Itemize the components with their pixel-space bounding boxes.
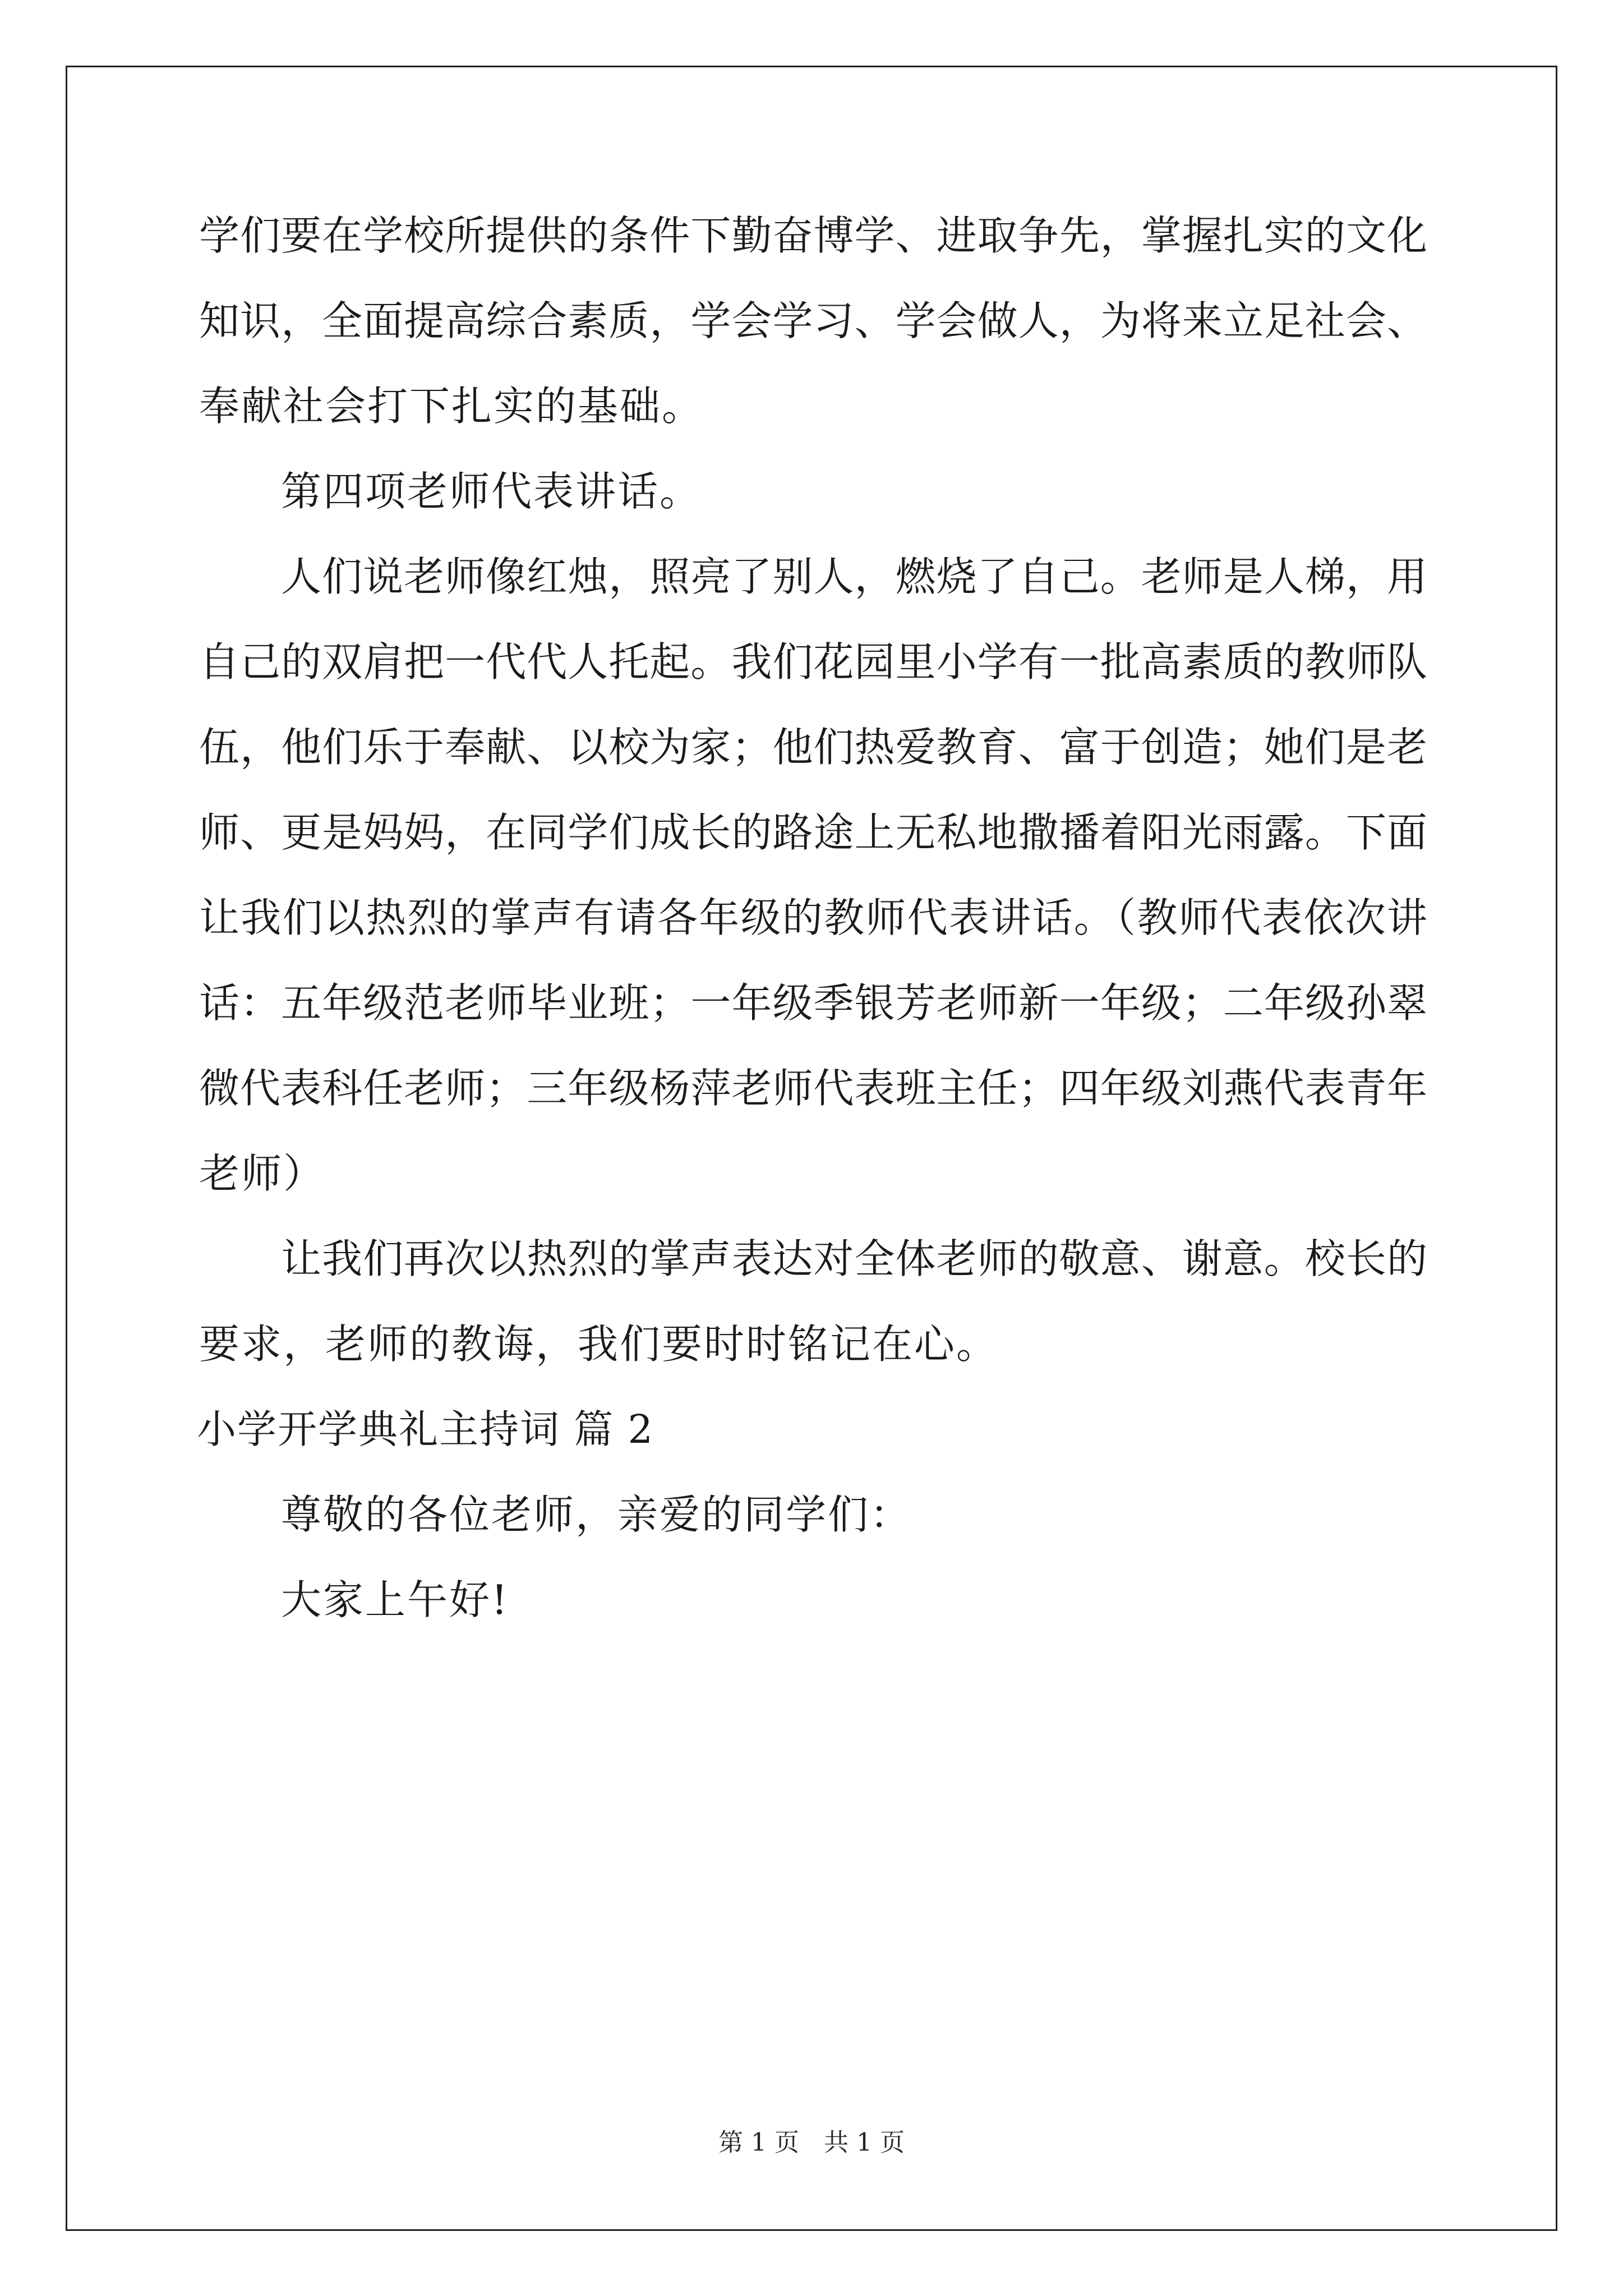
paragraph-line: 学们要在学校所提供的条件下勤奋博学、进取争先，掌握扎实的文化 <box>199 212 1427 259</box>
paragraph-line: 让我们以热烈的掌声有请各年级的教师代表讲话。（教师代表依次讲 <box>199 894 1427 941</box>
page-footer: 第 1 页 共 1 页 <box>718 2128 905 2157</box>
paragraph-line: 话：五年级范老师毕业班；一年级季银芳老师新一年级；二年级孙翠 <box>199 979 1427 1027</box>
paragraph-line: 奉献社会打下扎实的基础。 <box>199 383 704 430</box>
paragraph-line: 微代表科任老师；三年级杨萍老师代表班主任；四年级刘燕代表青年 <box>199 1065 1427 1112</box>
paragraph-line: 大家上午好! <box>281 1576 509 1623</box>
paragraph-line: 老师） <box>199 1150 326 1197</box>
paragraph-line: 伍，他们乐于奉献、以校为家；他们热爱教育、富于创造；她们是老 <box>199 724 1427 771</box>
paragraph-line: 尊敬的各位老师，亲爱的同学们： <box>281 1491 912 1538</box>
paragraph-line: 第四项老师代表讲话。 <box>281 468 702 515</box>
paragraph-line: 人们说老师像红烛，照亮了别人，燃烧了自己。老师是人梯，用 <box>281 553 1427 600</box>
paragraph-line: 自己的双肩把一代代人托起。我们花园里小学有一批高素质的教师队 <box>199 638 1427 685</box>
paragraph-line: 知识，全面提高综合素质，学会学习、学会做人，为将来立足社会、 <box>199 297 1427 344</box>
paragraph-line: 要求，老师的教诲，我们要时时铭记在心。 <box>199 1320 999 1368</box>
section-heading: 小学开学典礼主持词 篇 2 <box>197 1406 654 1452</box>
paragraph-line: 师、更是妈妈，在同学们成长的路途上无私地撒播着阳光雨露。下面 <box>199 809 1427 856</box>
paragraph-line: 让我们再次以热烈的掌声表达对全体老师的敬意、谢意。校长的 <box>281 1235 1427 1282</box>
